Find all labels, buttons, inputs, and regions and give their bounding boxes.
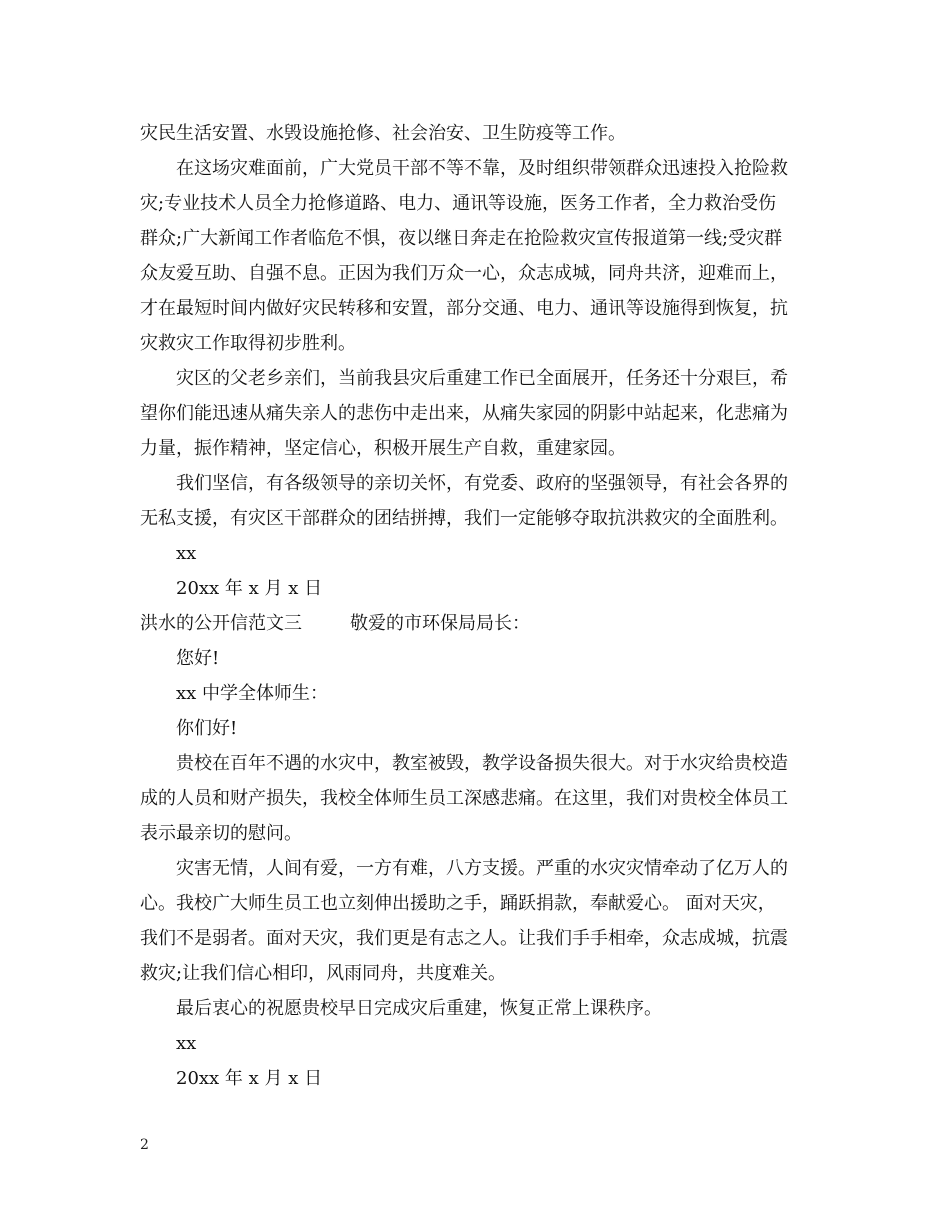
page-number: 2 <box>140 1137 149 1153</box>
paragraph-line: 在这场灾难面前，广大党员干部不等不靠，及时组织带领群众迅速投入抢险救 <box>176 158 788 179</box>
paragraph-line: 灾;专业技术人员全力抢修道路、电力、通讯等设施，医务工作者，全力救治受伤 <box>140 193 777 214</box>
paragraph-line: 灾害无情，人间有爱，一方有难，八方支援。严重的水灾灾情牵动了亿万人的 <box>176 858 788 879</box>
paragraph-line: 表示最亲切的慰问。 <box>140 823 302 844</box>
paragraph-line: 灾救灾工作取得初步胜利。 <box>140 333 356 354</box>
paragraph-line: 望你们能迅速从痛失亲人的悲伤中走出来，从痛失家园的阴影中站起来，化悲痛为 <box>140 403 788 424</box>
recipient-line: xx 中学全体师生： <box>176 683 329 704</box>
date-line: 20xx 年 x 月 x 日 <box>176 578 323 599</box>
document-body <box>140 116 812 1096</box>
paragraph-line: 力量，振作精神，坚定信心，积极开展生产自救，重建家园。 <box>140 438 626 459</box>
paragraph-line: 众友爱互助、自强不息。正因为我们万众一心，众志成城，同舟共济，迎难而上， <box>140 263 788 284</box>
paragraph-line: 救灾;让我们信心相印，风雨同舟，共度难关。 <box>140 963 507 984</box>
greeting-line: 您好! <box>176 648 220 669</box>
section-heading-row <box>140 606 812 641</box>
salutation: 敬爱的市环保局局长： <box>350 613 530 634</box>
signature-line: xx <box>176 543 197 564</box>
paragraph-line: 心。我校广大师生员工也立刻伸出援助之手，踊跃捐款，奉献爱心。 面对天灾， <box>140 893 776 914</box>
paragraph-line: 才在最短时间内做好灾民转移和安置，部分交通、电力、通讯等设施得到恢复，抗 <box>140 298 788 319</box>
date-line: 20xx 年 x 月 x 日 <box>176 1068 323 1089</box>
paragraph-line: 最后衷心的祝愿贵校早日完成灾后重建，恢复正常上课秩序。 <box>176 998 662 1019</box>
paragraph-line: 无私支援，有灾区干部群众的团结拼搏，我们一定能够夺取抗洪救灾的全面胜利。 <box>140 508 788 529</box>
paragraph-line: 灾民生活安置、水毁设施抢修、社会治安、卫生防疫等工作。 <box>140 123 626 144</box>
section-title: 洪水的公开信范文三 <box>140 613 302 634</box>
paragraph-line: 灾区的父老乡亲们，当前我县灾后重建工作已全面展开，任务还十分艰巨，希 <box>176 368 788 389</box>
paragraph-line: 成的人员和财产损失，我校全体师生员工深感悲痛。在这里，我们对贵校全体员工 <box>140 788 788 809</box>
paragraph-line: 贵校在百年不遇的水灾中，教室被毁，教学设备损失很大。对于水灾给贵校造 <box>176 753 788 774</box>
signature-line: xx <box>176 1033 197 1054</box>
paragraph-line: 我们不是弱者。面对天灾，我们更是有志之人。让我们手手相牵，众志成城，抗震 <box>140 928 788 949</box>
paragraph-line: 我们坚信，有各级领导的亲切关怀，有党委、政府的坚强领导，有社会各界的 <box>176 473 788 494</box>
paragraph-line: 群众;广大新闻工作者临危不惧，夜以继日奔走在抢险救灾宣传报道第一线;受灾群 <box>140 228 783 249</box>
greeting-line: 你们好! <box>176 718 238 739</box>
